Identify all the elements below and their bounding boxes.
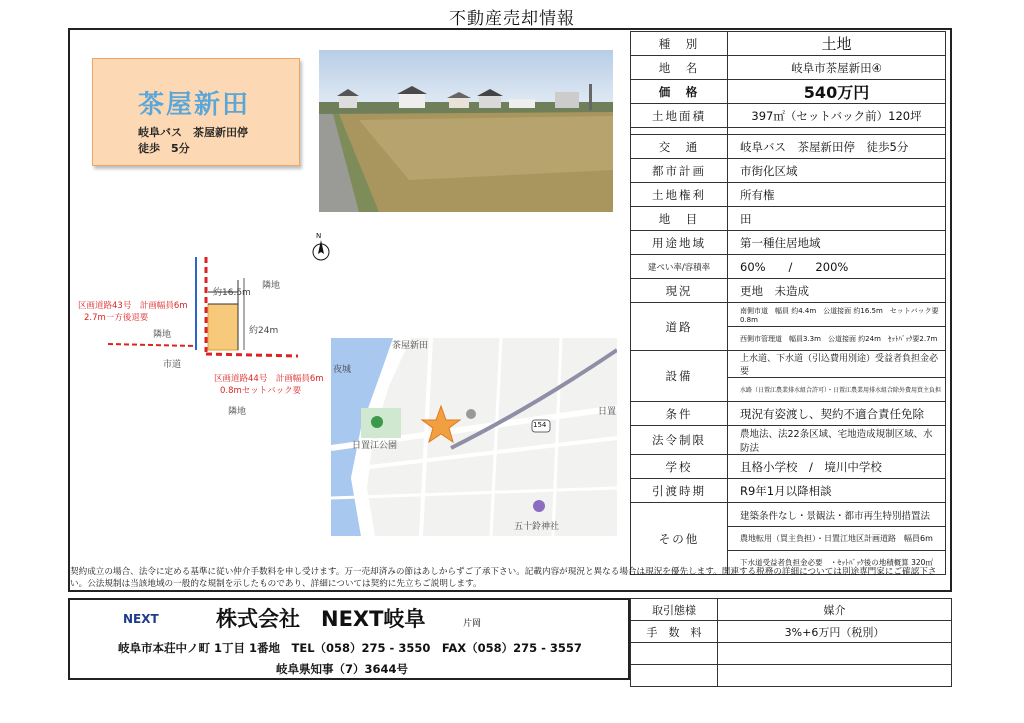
spec-value: 西側市管理道 幅員3.3m 公道接面 約24m ｾｯﾄﾊﾞｯｸ要2.7m	[728, 327, 946, 351]
road-south-setback: 0.8mセットバック要	[220, 386, 302, 396]
spec-row-type	[631, 32, 946, 56]
spec-value: R9年1月以降相談	[728, 479, 946, 503]
company-license: 岐阜県知事（7）3644号	[276, 662, 409, 676]
spec-label: 交 通	[631, 135, 728, 159]
spec-row-coverage	[631, 255, 946, 279]
disclaimer-text: 契約成立の場合、法令に定める基準に従い仲介手数料を申し受けます。万一売却済みの節はあしからずご了承下さい。記載内容が現況と異なる場合は現況を優先します。関連する税務の詳細については別途専門家にご確認下さい。公法規制は当該地域の一般的な規制を示したものであり、詳細については契約に先立ちご説明します。	[70, 567, 937, 589]
spec-row-handover	[631, 479, 946, 503]
spec-label: 現況	[631, 279, 728, 303]
spec-value: 岐阜バス 茶屋新田停 徒歩5分	[728, 135, 946, 159]
spec-label: 地 名	[631, 56, 728, 80]
spec-row-school	[631, 455, 946, 479]
spec-value: 所有権	[728, 183, 946, 207]
dimension-width: 約16.5m	[213, 288, 251, 298]
spec-value: 第一種住居地域	[728, 231, 946, 255]
property-spec-table	[630, 31, 946, 575]
spec-row-conditions	[631, 402, 946, 426]
spec-label: 法令制限	[631, 426, 728, 455]
spec-label: 種 別	[631, 32, 728, 56]
spec-label: 都市計画	[631, 159, 728, 183]
price-value: 540万円	[728, 80, 946, 104]
spec-label: 建ぺい率/容積率	[631, 255, 728, 279]
route-number: 154	[533, 421, 547, 429]
company-address: 岐阜市本荘中ノ町 1丁目 1番地 TEL（058）275 - 3550 FAX（058）275 - 3557	[118, 641, 582, 655]
neighbor-ne-label: 隣地	[262, 281, 281, 291]
spec-value: 更地 未造成	[728, 279, 946, 303]
area-map	[331, 338, 617, 536]
spec-row-price	[631, 80, 946, 104]
spec-label: 学校	[631, 455, 728, 479]
spec-row-transport	[631, 135, 946, 159]
spec-value: 現況有姿渡し、契約不適合責任免除	[728, 402, 946, 426]
location-name: 茶屋新田	[138, 90, 251, 120]
road-west-setback: 2.7m一方後退要	[84, 313, 149, 323]
spec-row-other	[631, 503, 946, 527]
spec-label: 条件	[631, 402, 728, 426]
spec-value: 水路（日置江農業排水組合許可）・日置江農業用排水組合除外費用買主負担	[728, 378, 946, 402]
spec-label: 設備	[631, 351, 728, 402]
spec-value: 397㎡（セットバック前）120坪	[728, 104, 946, 128]
map-label-shrine: 五十鈴神社	[514, 522, 560, 532]
site-photo	[319, 50, 613, 212]
page-title: 不動産売却情報	[449, 9, 575, 29]
map-label-park: 日置江公園	[352, 441, 398, 451]
spec-row-location	[631, 56, 946, 80]
spec-row-status	[631, 279, 946, 303]
spec-label: 地 目	[631, 207, 728, 231]
spec-value: 農地転用（買主負担）・日置江地区計画道路 幅員6m	[728, 527, 946, 551]
agent-name: 片岡	[463, 619, 482, 629]
map-label-top: 茶屋新田	[392, 341, 429, 351]
access-line-1: 岐阜バス 茶屋新田停	[138, 126, 248, 139]
spec-label: 土地権利	[631, 183, 728, 207]
spec-row-rights	[631, 183, 946, 207]
spec-value: 且格小学校 / 境川中学校	[728, 455, 946, 479]
spec-value: 建築条件なし・景観法・都市再生特別措置法	[728, 503, 946, 527]
spec-label: 引渡時期	[631, 479, 728, 503]
spec-value: 60% / 200%	[728, 255, 946, 279]
deal-type-value: 媒介	[718, 599, 952, 621]
north-label: N	[316, 232, 322, 240]
map-label-left: 夜城	[333, 365, 352, 375]
company-name: 株式会社 NEXT岐阜	[216, 607, 426, 631]
deal-type-label: 取引態様	[631, 599, 718, 621]
road-west-label: 区画道路43号 計画幅員6m	[78, 301, 188, 311]
spec-row-area	[631, 104, 946, 128]
fee-label: 手 数 料	[631, 621, 718, 643]
spec-label: 土地面積	[631, 104, 728, 128]
spec-value: 南側市道 幅員 約4.4m 公道接面 約16.5m セットバック要0.8m	[728, 303, 946, 327]
spec-value: 市街化区域	[728, 159, 946, 183]
north-arrow-icon	[312, 236, 330, 267]
dimension-depth: 約24m	[249, 326, 279, 336]
neighbor-s-label: 隣地	[228, 407, 247, 417]
spec-value: 田	[728, 207, 946, 231]
fee-value: 3%+6万円（税別）	[718, 621, 952, 643]
spec-value: 農地法、法22条区域、宅地造成規制区域、水防法	[728, 426, 946, 455]
spec-label: その他	[631, 503, 728, 575]
access-line-2: 徒歩 5分	[138, 142, 190, 155]
spec-label: 用途地域	[631, 231, 728, 255]
spec-row-city-plan	[631, 159, 946, 183]
deal-terms-table	[630, 598, 952, 687]
spec-row-facilities	[631, 351, 946, 378]
spec-row-road	[631, 303, 946, 327]
spec-value: 下水道受益者負担金必要 ・ｾｯﾄﾊﾞｯｸ後の地積概算 320㎡	[728, 551, 946, 575]
spec-row-regulations	[631, 426, 946, 455]
neighbor-w-label: 隣地	[153, 330, 172, 340]
spec-row-land-category	[631, 207, 946, 231]
spec-value: 上水道、下水道（引込費用別途）受益者負担金必要	[728, 351, 946, 378]
company-logo: NEXT	[123, 612, 159, 626]
city-road-label: 市道	[163, 360, 182, 370]
map-label-right: 日置	[598, 407, 617, 417]
road-south-label: 区画道路44号 計画幅員6m	[214, 374, 324, 384]
spec-label: 道路	[631, 303, 728, 351]
spec-value: 岐阜市茶屋新田④	[728, 56, 946, 80]
spec-row-zoning	[631, 231, 946, 255]
spec-value: 土地	[728, 32, 946, 56]
spec-label: 価 格	[631, 80, 728, 104]
